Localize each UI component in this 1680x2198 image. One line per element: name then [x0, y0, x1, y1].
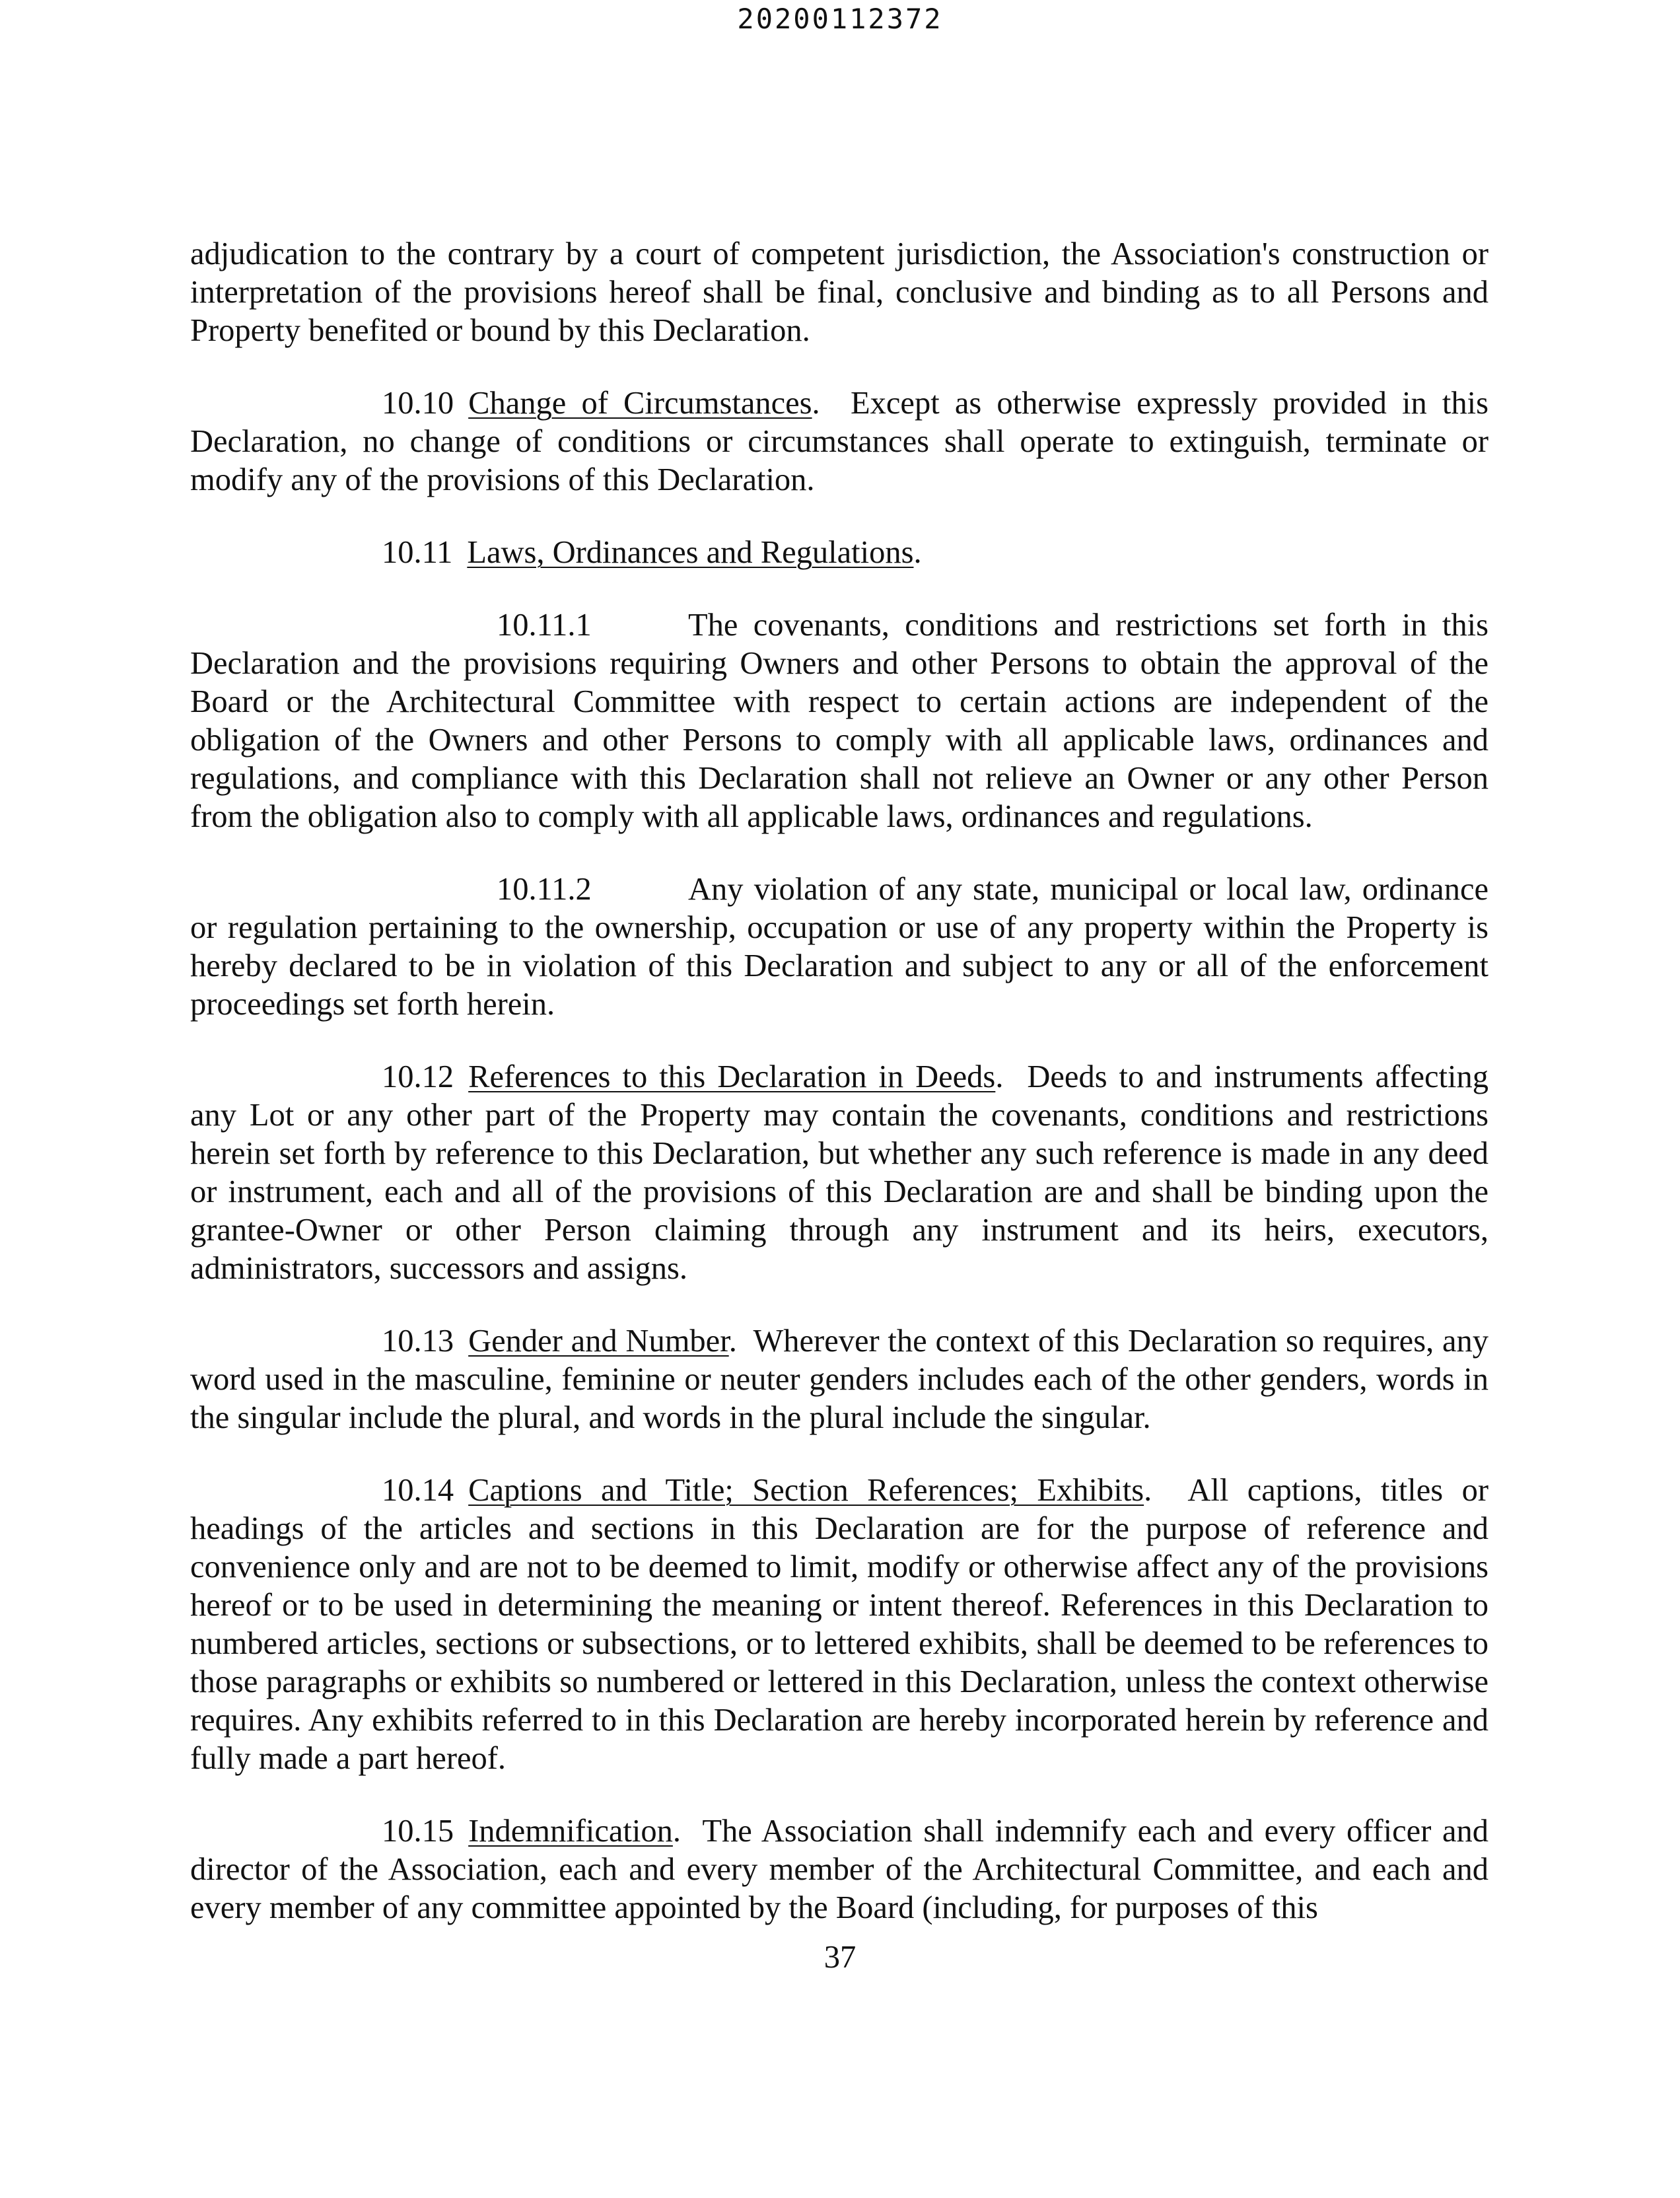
- section-heading: Captions and Title; Section References; Exhibits: [468, 1473, 1144, 1508]
- section-10-14: 10.14 Captions and Title; Section References; Exhibits. All captions, titles or headings of the articles and sections in this Declaration are for the purpose of reference and convenience only and are not to be deemed to limit, modify or otherwise affect any of the provisions hereof or to be used in determining the meaning or intent thereof. References in this Declaration to numbered articles, sections or subsections, or to lettered exhibits, shall be deemed to be references to those paragraphs or exhibits so numbered or lettered in this Declaration, unless the context otherwise requires. Any exhibits referred to in this Declaration are hereby incorporated herein by reference and fully made a part hereof.: [190, 1473, 1488, 1776]
- document-recording-number: 20200112372: [737, 3, 943, 35]
- section-number: 10.15: [382, 1814, 454, 1849]
- section-heading: Laws, Ordinances and Regulations: [467, 535, 914, 570]
- section-text: The Association shall indemnify each and every officer and director of the Association, each and every member of the Architectural Committee, and each and every member of any committee appointed by the Board (including, for purposes of this: [190, 1814, 1489, 1925]
- document-body: [190, 235, 1488, 1927]
- section-10-11: 10.11 Laws, Ordinances and Regulations.: [382, 535, 922, 570]
- section-number: 10.12: [382, 1059, 454, 1094]
- section-heading: Gender and Number: [468, 1324, 729, 1359]
- subsection-number: 10.11.2: [497, 872, 592, 907]
- paragraph-text: adjudication to the contrary by a court of competent jurisdiction, the Association's construction or interpretation of the provisions hereof shall be final, conclusive and binding as to all Persons and Property benefited or bound by this Declaration.: [190, 236, 1488, 348]
- section-number: 10.13: [382, 1324, 454, 1359]
- section-text: Except as otherwise expressly provided in this Declaration, no change of conditions or circumstances shall operate to extinguish, terminate or modify any of the provisions of this Declaration.: [190, 386, 1488, 497]
- section-heading: Indemnification: [468, 1814, 673, 1849]
- subsection-text: Any violation of any state, municipal or local law, ordinance or regulation pertaining to the ownership, occupation or use of any property within the Property is hereby declared to be in violation of this Declaration and subject to any or all of the enforcement proceedings set forth herein.: [190, 872, 1488, 1022]
- subsection-number: 10.11.1: [497, 608, 592, 643]
- section-text: Wherever the context of this Declaration so requires, any word used in the masculine, feminine or neuter genders includes each of the other genders, words in the singular include the plural, and words in the plural include the singular.: [190, 1324, 1488, 1435]
- subsection-text: The covenants, conditions and restrictions set forth in this Declaration and the provisions requiring Owners and other Persons to obtain the approval of the Board or the Architectural Committee with respect to certain actions are independent of the obligation of the Owners and other Persons to comply with all applicable laws, ordinances and regulations, and compliance with this Declaration shall not relieve an Owner or any other Person from the obligation also to comply with all applicable laws, ordinances and regulations.: [190, 608, 1488, 834]
- section-heading: References to this Declaration in Deeds: [468, 1059, 996, 1094]
- section-10-12: 10.12 References to this Declaration in Deeds. Deeds to and instruments affecting any Lot or any other part of the Property may contain the covenants, conditions and restrictions herein set forth by reference to this Declaration, but whether any such reference is made in any deed or instrument, each and all of the provisions of this Declaration are and shall be binding upon the grantee-Owner or other Person claiming through any instrument and its heirs, executors, administrators, successors and assigns.: [190, 1059, 1488, 1286]
- section-number: 10.11: [382, 535, 453, 570]
- subsection-10-11-2: [190, 870, 1488, 1024]
- section-10-15: 10.15 Indemnification. The Association shall indemnify each and every officer and director of the Association, each and every member of the Architectural Committee, and each and every member of any committee appointed by the Board (including, for purposes of this: [190, 1814, 1489, 1925]
- continuation-paragraph: [190, 235, 1488, 350]
- section-heading: Change of Circumstances: [468, 386, 812, 421]
- section-text: All captions, titles or headings of the articles and sections in this Declaration are for the purpose of reference and convenience only and are not to be deemed to limit, modify or otherwise affect any of the provisions hereof or to be used in determining the meaning or intent thereof. References in this Declaration to numbered articles, sections or subsections, or to lettered exhibits, shall be deemed to be references to those paragraphs or exhibits so numbered or lettered in this Declaration, unless the context otherwise requires. Any exhibits referred to in this Declaration are hereby incorporated herein by reference and fully made a part hereof.: [190, 1473, 1488, 1776]
- section-text: Deeds to and instruments affecting any Lot or any other part of the Property may contain the covenants, conditions and restrictions herein set forth by reference to this Declaration, but whether any such reference is made in any deed or instrument, each and all of the provisions of this Declaration are and shall be binding upon the grantee-Owner or other Person claiming through any instrument and its heirs, executors, administrators, successors and assigns.: [190, 1059, 1488, 1286]
- section-number: 10.14: [382, 1473, 454, 1508]
- section-10-13: 10.13 Gender and Number. Wherever the context of this Declaration so requires, any word used in the masculine, feminine or neuter genders includes each of the other genders, words in the singular include the plural, and words in the plural include the singular.: [190, 1324, 1488, 1435]
- page-number: 37: [823, 1940, 857, 1975]
- subsection-10-11-1: [190, 606, 1488, 836]
- section-10-10: 10.10 Change of Circumstances. Except as otherwise expressly provided in this Declaration, no change of conditions or circumstances shall operate to extinguish, terminate or modify any of the provisions of this Declaration.: [190, 386, 1488, 497]
- section-number: 10.10: [382, 386, 454, 421]
